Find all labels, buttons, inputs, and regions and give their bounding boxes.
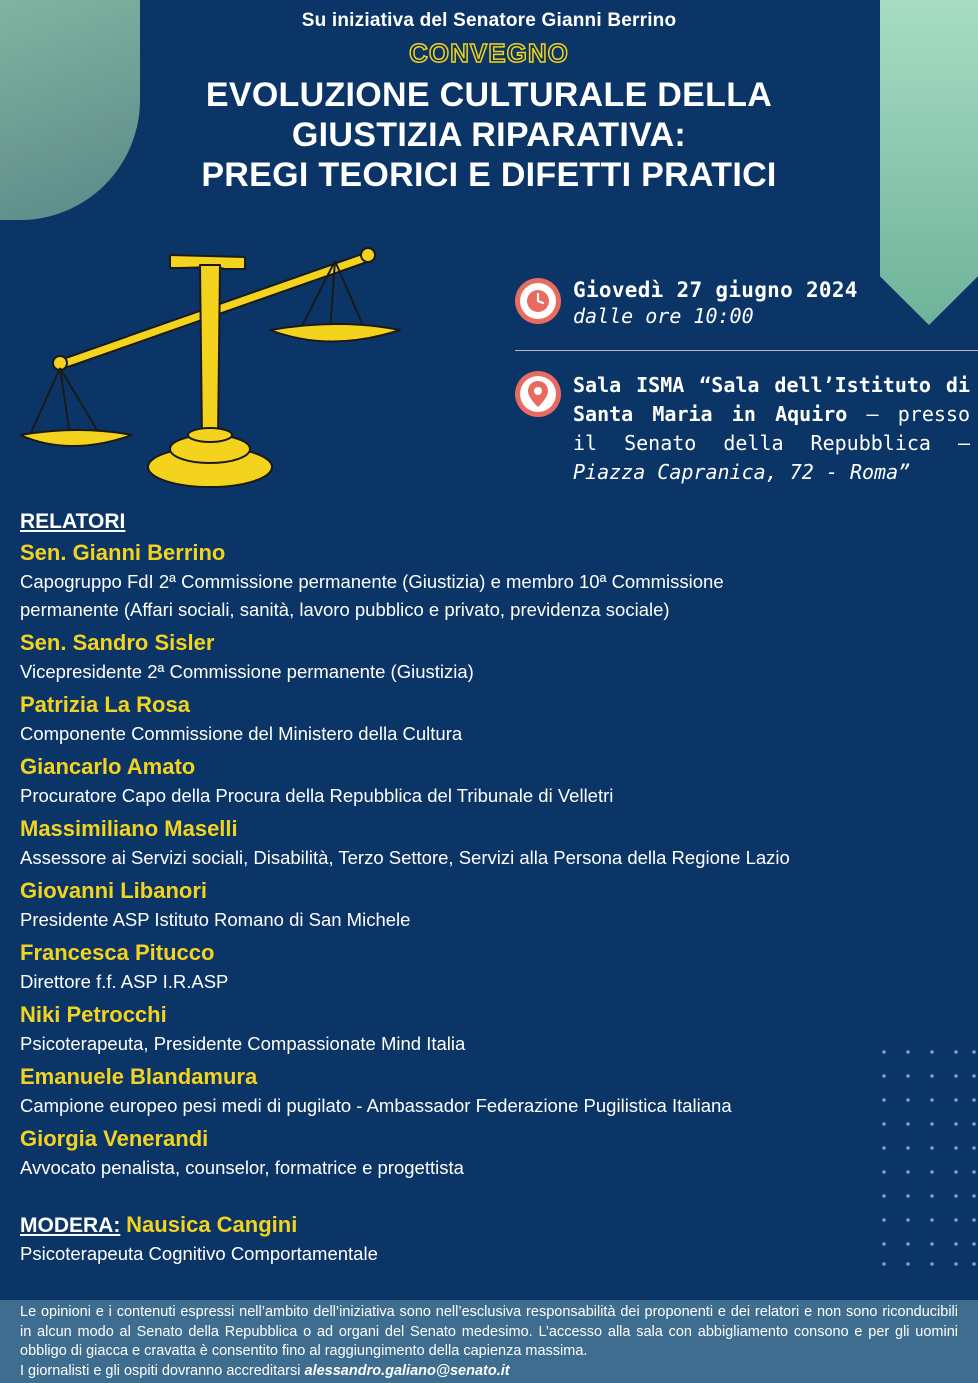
venue-row	[515, 371, 970, 487]
event-info	[515, 278, 970, 487]
title-line: GIUSTIZIA RIPARATIVA:	[291, 116, 687, 154]
venue-name: Sala ISMA “Sala dell’Istituto di Santa Maria in Aquiro	[573, 373, 970, 426]
speaker-item	[20, 692, 880, 748]
moderator	[20, 1212, 880, 1238]
decorative-dots	[880, 1048, 978, 1268]
venue-address: Piazza Capranica, 72 - Roma”	[573, 460, 911, 484]
accreditation-email[interactable]: alessandro.galiano@senato.it	[304, 1362, 510, 1379]
speaker-name: Francesca Pitucco	[20, 940, 215, 965]
event-date: Giovedì 27 giugno 2024	[573, 278, 858, 302]
speaker-name: Sen. Gianni Berrino	[20, 540, 226, 565]
speaker-role: Avvocato penalista, counselor, formatrice e progettista	[20, 1157, 464, 1178]
location-pin-icon	[515, 371, 561, 417]
divider	[515, 350, 978, 351]
speaker-item	[20, 1064, 880, 1120]
speaker-role: Assessore ai Servizi sociali, Disabilità, Terzo Settore, Servizi alla Persona della Regione Lazio	[20, 847, 790, 868]
speaker-name: Giorgia Venerandi	[20, 1126, 209, 1151]
speaker-item	[20, 754, 880, 810]
speaker-role: Procuratore Capo della Procura della Repubblica del Tribunale di Velletri	[20, 785, 614, 806]
event-time: dalle ore 10:00	[573, 304, 754, 328]
moderator-role: Psicoterapeuta Cognitivo Comportamentale	[20, 1243, 378, 1264]
speaker-item	[20, 878, 880, 934]
speaker-item	[20, 1126, 880, 1182]
speaker-name: Massimiliano Maselli	[20, 816, 238, 841]
speaker-name: Patrizia La Rosa	[20, 692, 190, 717]
venue-text	[573, 371, 970, 487]
speaker-item	[20, 1002, 880, 1058]
speaker-role: Presidente ASP Istituto Romano di San Michele	[20, 909, 411, 930]
speaker-item	[20, 940, 880, 996]
speakers-section	[20, 510, 880, 1268]
header	[0, 10, 978, 195]
speaker-name: Giancarlo Amato	[20, 754, 196, 779]
speaker-name: Sen. Sandro Sisler	[20, 630, 215, 655]
clock-icon	[515, 278, 561, 324]
speaker-item	[20, 630, 880, 686]
speaker-role: Vicepresidente 2ª Commissione permanente (Giustizia)	[20, 661, 474, 682]
moderator-label: MODERA:	[20, 1214, 121, 1237]
scales-of-justice-icon	[20, 235, 410, 495]
speaker-name: Niki Petrocchi	[20, 1002, 167, 1027]
venue-location: – presso il Senato della Repubblica –	[573, 402, 970, 455]
speaker-name: Emanuele Blandamura	[20, 1064, 258, 1089]
date-row	[515, 278, 970, 328]
speaker-item	[20, 540, 880, 624]
speaker-role: Componente Commissione del Ministero della Cultura	[20, 723, 463, 744]
speaker-role: Direttore f.f. ASP I.R.ASP	[20, 971, 229, 992]
moderator-name: Nausica Cangini	[126, 1212, 298, 1237]
speaker-role: Psicoterapeuta, Presidente Compassionate Mind Italia	[20, 1033, 466, 1054]
speaker-role: Campione europeo pesi medi di pugilato - Ambassador Federazione Pugilistica Italiana	[20, 1095, 732, 1116]
title-line: EVOLUZIONE CULTURALE DELLA	[205, 76, 773, 114]
speakers-heading: RELATORI	[20, 510, 126, 533]
event-title	[0, 75, 978, 195]
speaker-role: Capogruppo FdI 2ª Commissione permanente (Giustizia) e membro 10ª Commissione permanente (Affari sociali, sanità, lavoro pubblico e privato, previdenza sociale)	[20, 571, 724, 620]
title-line: PREGI TEORICI E DIFETTI PRATICI	[201, 156, 777, 194]
speaker-item	[20, 816, 880, 872]
speaker-name: Giovanni Libanori	[20, 878, 208, 903]
accreditation-text: I giornalisti e gli ospiti dovranno accreditarsi	[20, 1362, 305, 1379]
event-type: CONVEGNO	[409, 38, 569, 68]
disclaimer-footer	[0, 1300, 978, 1383]
disclaimer-text: Le opinioni e i contenuti espressi nell’ambito dell’iniziativa sono nell’esclusiva responsabilità dei proponenti e dei relatori e non sono riconducibili in alcun modo al Senato della Repubblica o ad organi del Senato medesimo. L’accesso alla sala con abbigliamento consono e per gli uomini obbligo di giacca e cravatta è consentito fino al raggiungimento della capienza massima.	[20, 1304, 958, 1359]
sponsor-line: Su iniziativa del Senatore Gianni Berrino	[301, 10, 677, 31]
